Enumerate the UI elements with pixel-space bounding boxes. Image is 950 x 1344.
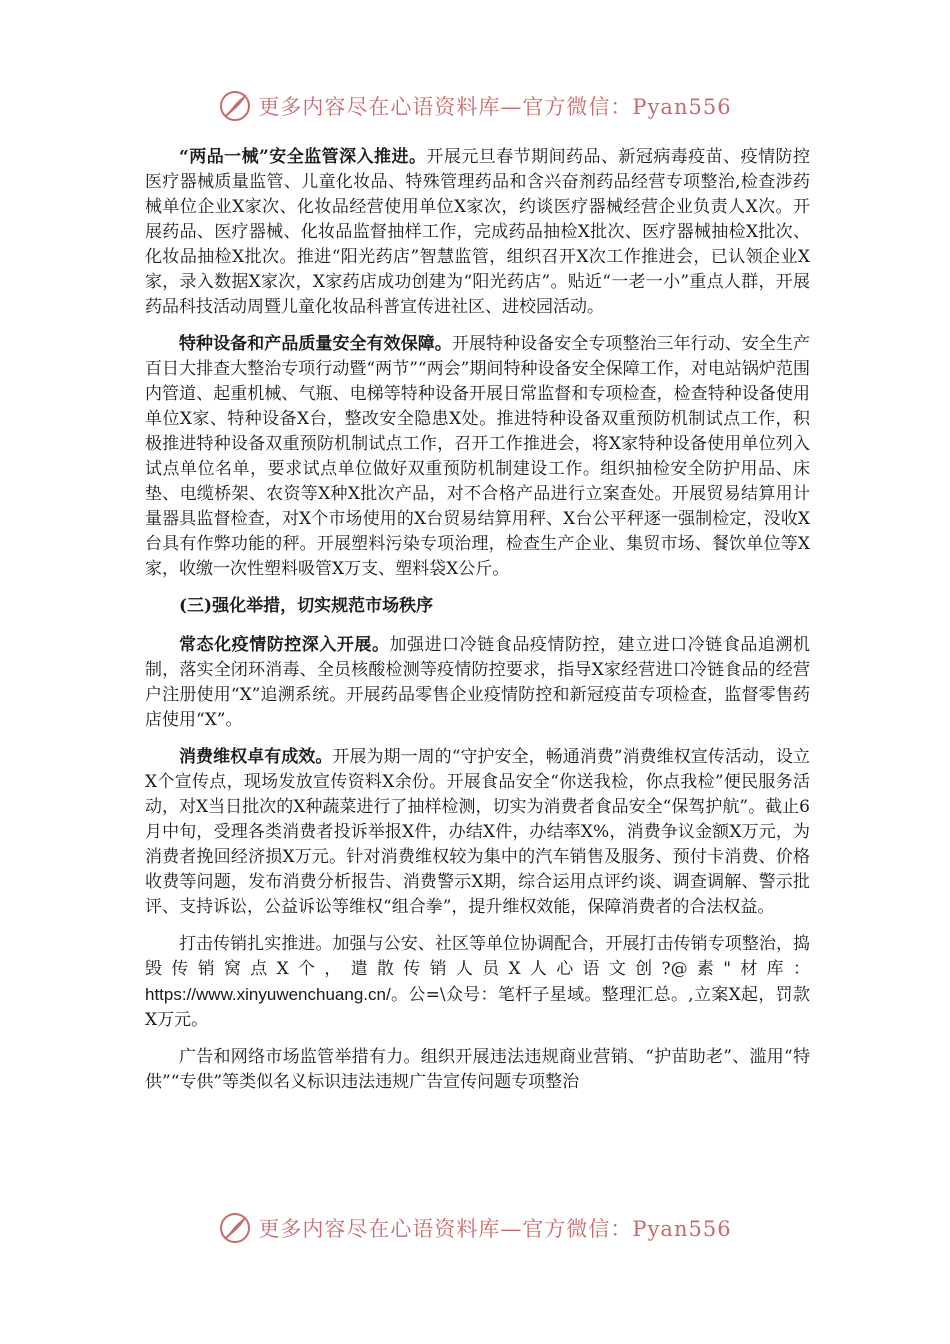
website-url-text: https://www.xinyuwenchuang.cn/ (145, 985, 391, 1004)
watermark-banner-top (0, 86, 950, 126)
paragraph-special-equipment (145, 332, 810, 582)
paragraph-text: 开展特种设备安全专项整治三年行动、安全生产百日大排查大整治专项行动暨“两节”“两会”期间特种设备安全保障工作，对电站锅炉范围内管道、起重机械、气瓶、电梯等特种设备开展日常监督和专项检查，检查特种设备使用单位X家、特种设备X台，整改安全隐患X处。推进特种设备双重预防机制试点工作，积极推进特种设备双重预防机制试点工作，召开工作推进会，将X家特种设备使用单位列入试点单位名单，要求试点单位做好双重预防机制建设工作。组织抽检安全防护用品、床垫、电缆桥架、农资等X种X批次产品，对不合格产品进行立案查处。开展贸易结算用计量器具监督检查，对X个市场使用的X台贸易结算用秤、X台公平秤逐一强制检定，没收X台具有作弊功能的秤。开展塑料污染专项治理，检查生产企业、集贸市场、餐饮单位等X家，收缴一次性塑料吸管X万支、塑料袋X公斤。 (145, 334, 811, 579)
watermark-text: 更多内容尽在心语资料库—官方微信：Pyan556 (258, 95, 732, 119)
paragraph-lead: 常态化疫情防控深入开展。 (179, 635, 390, 655)
paragraph-text: 广告和网络市场监管举措有力。组织开展违法违规商业营销、“护苗助老”、滥用“特供”“专供”等类似名义标识违法违规广告宣传问题专项整治 (145, 1047, 810, 1092)
paragraph-lead: 消费维权卓有成效。 (179, 747, 333, 767)
paragraph-drug-safety (145, 145, 810, 320)
document-body (145, 145, 810, 1107)
paragraph-epidemic-control (145, 633, 810, 733)
paragraph-lead: “两品一械”安全监管深入推进。 (179, 147, 427, 167)
section-heading: (三)强化举措，切实规范市场秩序 (179, 596, 434, 616)
paragraph-lead: 特种设备和产品质量安全有效保障。 (179, 334, 452, 354)
watermark-banner-bottom (0, 1208, 950, 1248)
paragraph-consumer-rights (145, 745, 810, 920)
paragraph-text: 加强进口冷链食品疫情防控，建立进口冷链食品追溯机制，落实全闭环消毒、全员核酸检测等疫情防控要求，指导X家经营进口冷链食品的经营户注册使用“X”追溯系统。开展药品零售企业疫情防控和新冠疫苗专项检查，监督零售药店使用“X”。 (145, 635, 811, 730)
feather-pen-icon (218, 1211, 252, 1245)
feather-pen-icon (218, 89, 252, 123)
paragraph-advertising (145, 1045, 810, 1095)
paragraph-text: 开展为期一周的“守护安全，畅通消费”消费维权宣传活动，设立X个宣传点，现场发放宣传资料X余份。开展食品安全“你送我检，你点我检”便民服务活动，对X当日批次的X种蔬菜进行了抽样检测，切实为消费者食品安全“保驾护航”。截止6月中旬，受理各类消费者投诉举报X件，办结X件，办结率X%，消费争议金额X万元，为消费者挽回经济损X万元。针对消费维权较为集中的汽车销售及服务、预付卡消费、价格收费等问题，发布消费分析报告、消费警示X期，综合运用点评约谈、调查调解、警示批评、支持诉讼，公益诉讼等维权“组合拳”，提升维权效能，保障消费者的合法权益。 (145, 747, 811, 917)
paragraph-text: 开展元旦春节期间药品、新冠病毒疫苗、疫情防控医疗器械质量监管、儿童化妆品、特殊管理药品和含兴奋剂药品经营专项整治,检查涉药械单位企业X家次、化妆品经营使用单位X家次，约谈医疗器械经营企业负责人X次。开展药品、医疗器械、化妆品监督抽样工作，完成药品抽检X批次、医疗器械抽检X批次、化妆品抽检X批次。推进“阳光药店”智慧监管，组织召开X次工作推进会，已认领企业X家，录入数据X家次，X家药店成功创建为“阳光药店”。贴近“一老一小”重点人群，开展药品科技活动周暨儿童化妆品科普宣传进社区、进校园活动。 (145, 147, 810, 317)
paragraph-anti-pyramid (145, 932, 810, 1033)
paragraph-text: 。公=\众号：笔杆子星域。整理汇总。,立案X起，罚款X万元。 (145, 985, 810, 1030)
watermark-text: 更多内容尽在心语资料库—官方微信：Pyan556 (258, 1217, 732, 1241)
paragraph-text: 打击传销扎实推进。加强与公安、社区等单位协调配合，开展打击传销专项整治，捣毁传销窝点X个，遣散传销人员X人心语文创?@素"材库： (145, 934, 810, 979)
